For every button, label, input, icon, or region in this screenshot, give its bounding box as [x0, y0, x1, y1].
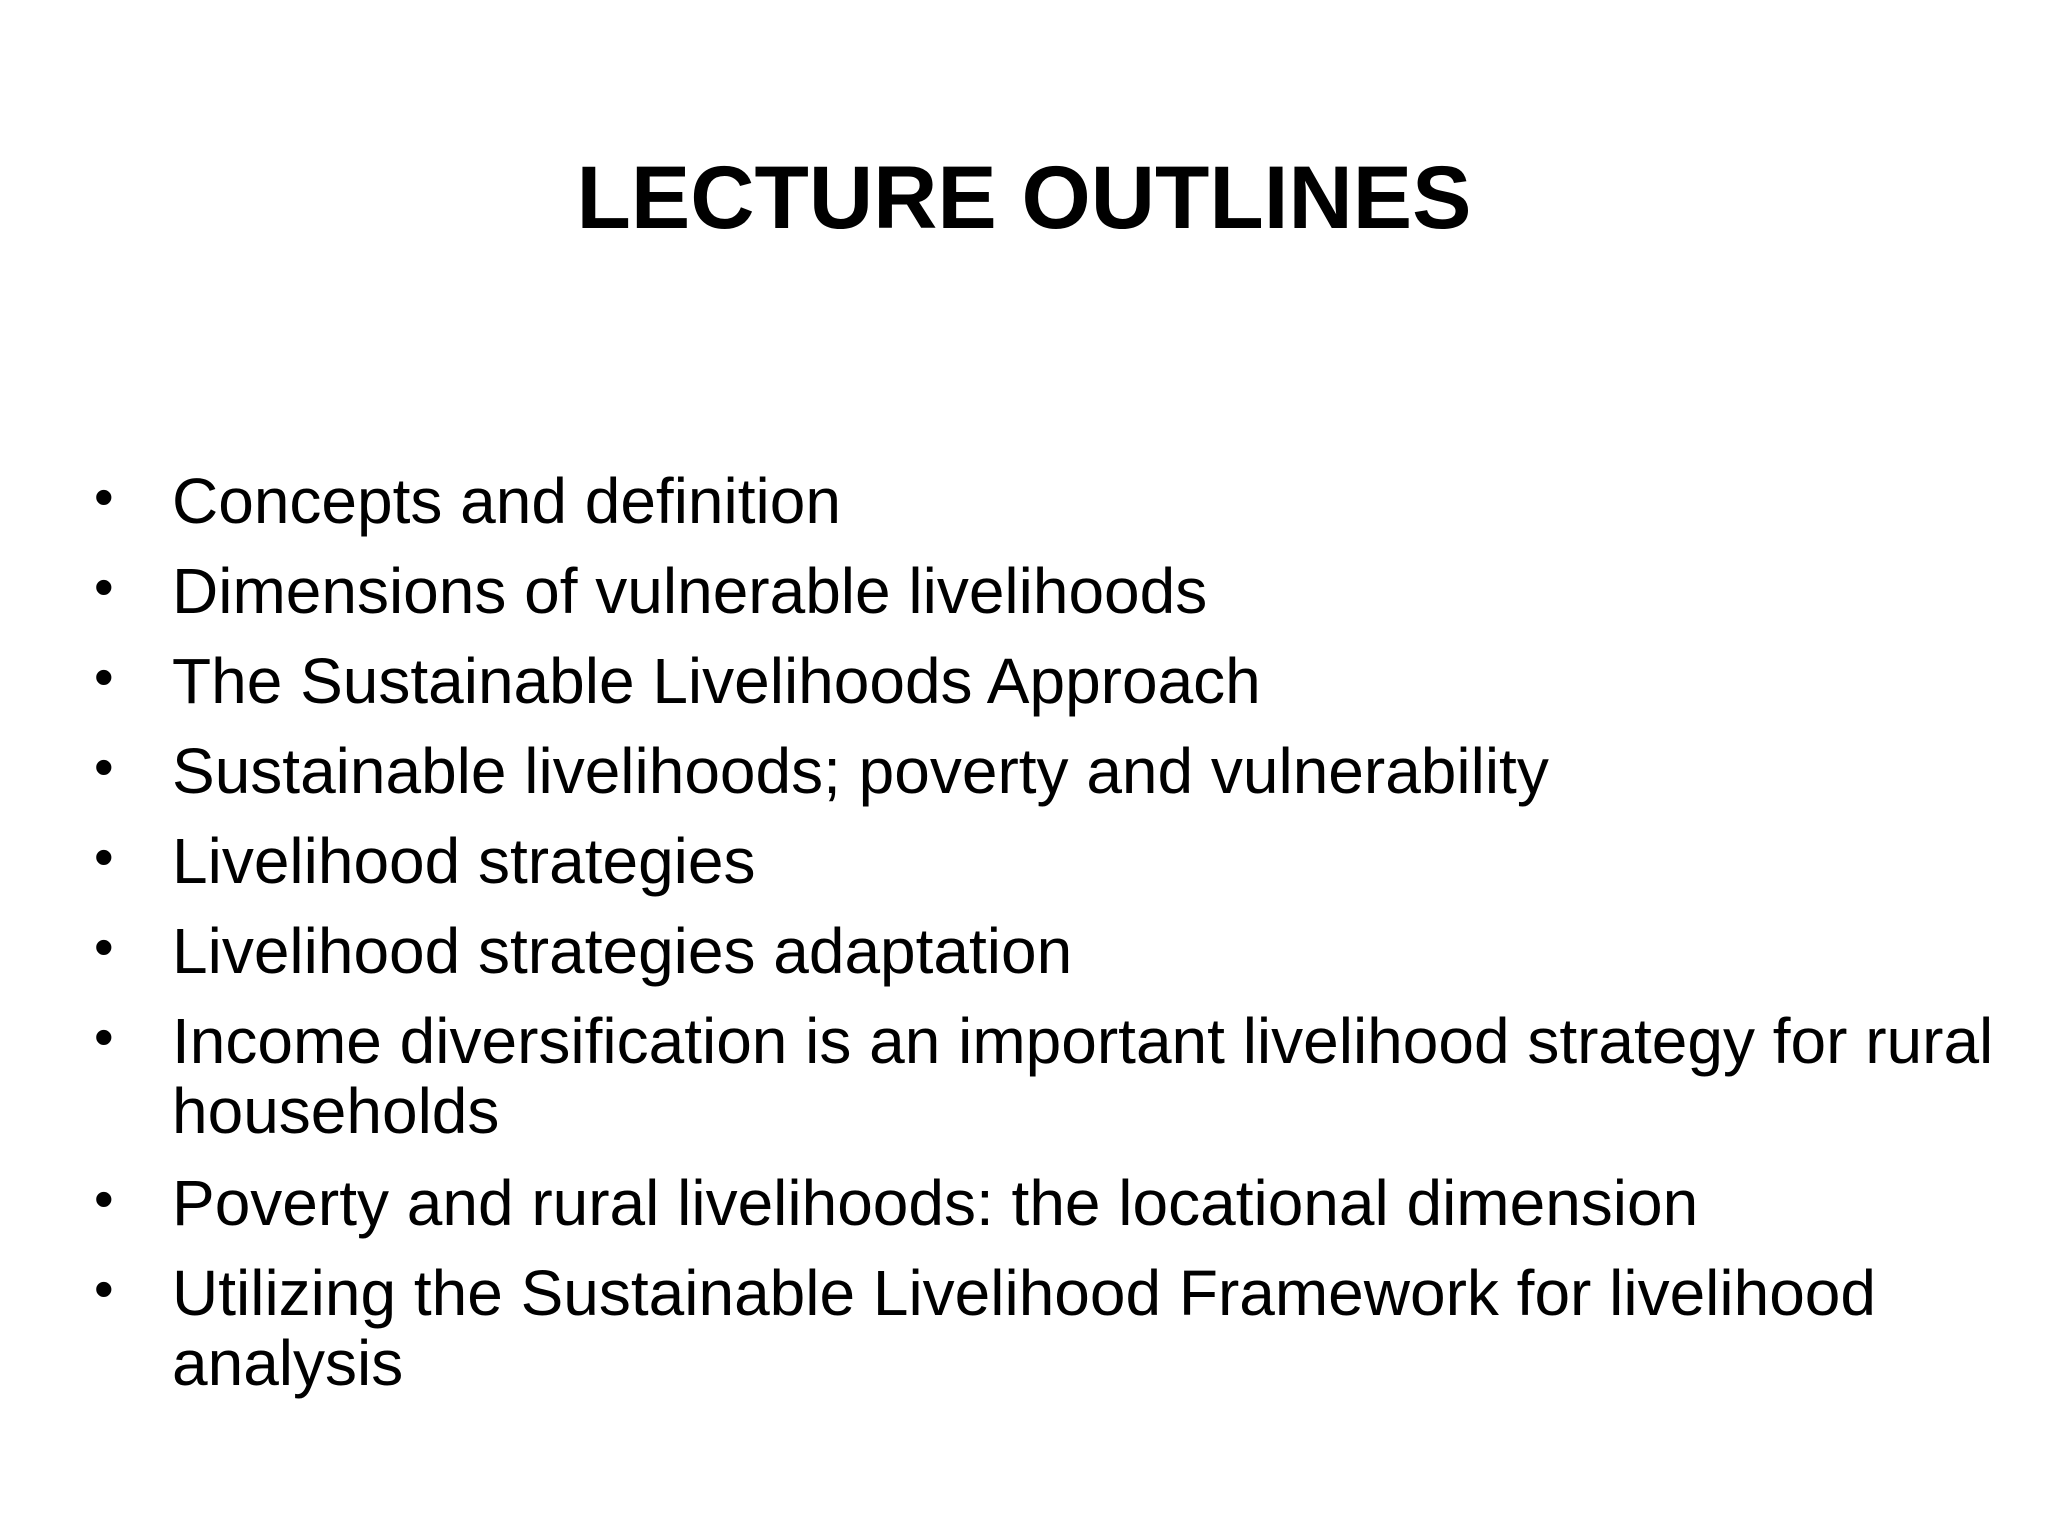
list-item-text: Sustainable livelihoods; poverty and vulnerability — [172, 735, 1549, 807]
list-item-text: Concepts and definition — [172, 465, 841, 537]
slide-title: LECTURE OUTLINES — [576, 147, 1472, 247]
list-item — [94, 466, 2024, 536]
list-item-text: Dimensions of vulnerable livelihoods — [172, 555, 1208, 627]
bullet-icon: • — [94, 1005, 114, 1068]
bullet-icon: • — [94, 735, 114, 798]
list-item-text: Income diversification is an important livelihood strategy for rural households — [172, 1005, 1994, 1147]
list-item — [94, 556, 2024, 626]
bullet-icon: • — [94, 1167, 114, 1230]
list-item — [94, 646, 2024, 716]
bullet-icon: • — [94, 555, 114, 618]
list-item — [94, 1168, 2024, 1238]
list-item-text: Utilizing the Sustainable Livelihood Framework for livelihood analysis — [172, 1257, 1876, 1399]
list-item — [94, 736, 2024, 806]
bullet-icon: • — [94, 645, 114, 708]
bullet-icon: • — [94, 915, 114, 978]
bullet-icon: • — [94, 825, 114, 888]
list-item-text: Livelihood strategies — [172, 825, 756, 897]
bullet-icon: • — [94, 465, 114, 528]
list-item — [94, 826, 2024, 896]
list-item-text: The Sustainable Livelihoods Approach — [172, 645, 1261, 717]
list-item-text: Livelihood strategies adaptation — [172, 915, 1073, 987]
bullet-icon: • — [94, 1257, 114, 1320]
list-item — [94, 916, 2024, 986]
list-item — [94, 1258, 2024, 1398]
outline-list — [94, 466, 2024, 1420]
list-item — [94, 1006, 2024, 1146]
list-item-text: Poverty and rural livelihoods: the locational dimension — [172, 1167, 1699, 1239]
